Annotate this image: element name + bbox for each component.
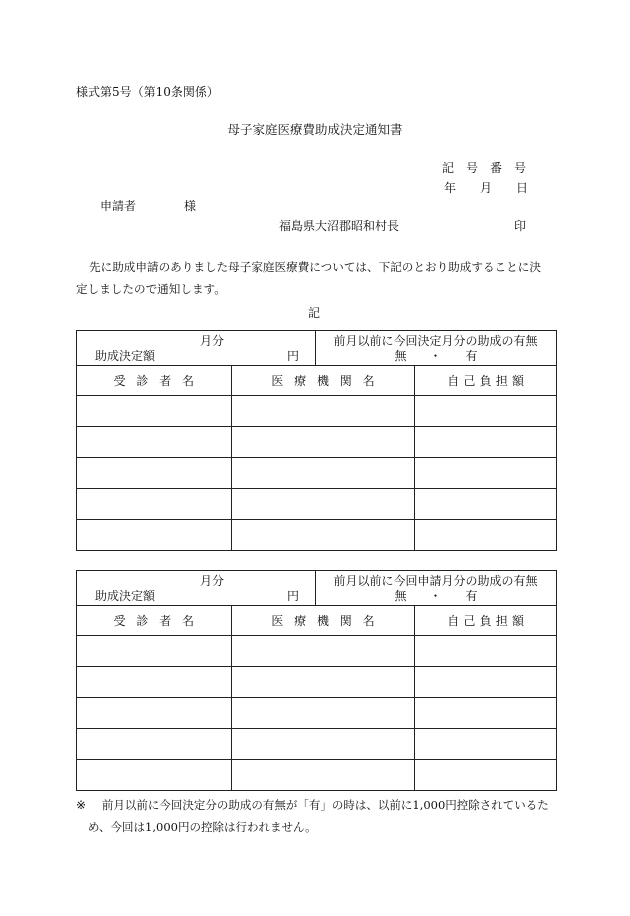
decision-amount-label: 助成決定額 (95, 349, 156, 363)
table-row (77, 458, 557, 489)
form-number: 様式第5号（第10条関係） (76, 85, 219, 99)
option-none: 無 (394, 349, 407, 363)
table-row (77, 636, 557, 667)
header-copay: 自己負担額 (415, 606, 557, 636)
date-label: 年 月 日 (444, 181, 529, 195)
month-label: 月分 (200, 334, 225, 348)
month-label: 月分 (200, 574, 225, 588)
header-patient-name: 受診者名 (77, 366, 232, 396)
applicant-label: 申請者 (100, 199, 137, 213)
prior-subsidy-cell (315, 571, 557, 606)
subsidy-table-1 (76, 330, 557, 551)
option-separator: ・ (429, 589, 442, 603)
yen-label: 円 (287, 349, 300, 363)
option-yes: 有 (465, 589, 478, 603)
table-row (77, 698, 557, 729)
prior-subsidy-label: 前月以前に今回申請月分の助成の有無 (333, 574, 538, 588)
yen-label: 円 (287, 589, 300, 603)
table-row (77, 396, 557, 427)
table-row (77, 667, 557, 698)
seal-mark: 印 (514, 219, 527, 233)
table-row (77, 489, 557, 520)
subsidy-table-2 (76, 570, 557, 791)
option-yes: 有 (465, 349, 478, 363)
header-medical-institution: 医療機関名 (231, 366, 415, 396)
note-line2: め、今回は1,000円の控除は行われません。 (88, 820, 317, 834)
table-row (77, 729, 557, 760)
table-row (77, 760, 557, 791)
prior-subsidy-label: 前月以前に今回決定月分の助成の有無 (333, 334, 538, 348)
footnote (76, 794, 566, 838)
note-line1: 前月以前に今回決定分の助成の有無が「有」の時は、以前に1,000円控除されているた (101, 798, 549, 812)
note-mark: ※ (76, 798, 87, 812)
reference-number-label: 記 号 番 号 (442, 161, 527, 175)
body-text-line2: 定しましたので通知します。 (76, 282, 226, 296)
decision-amount-cell (77, 571, 316, 606)
header-medical-institution: 医療機関名 (231, 606, 415, 636)
ki-heading: 記 (308, 306, 321, 320)
issuer-name: 福島県大沼郡昭和村長 (279, 219, 400, 233)
option-none: 無 (394, 589, 407, 603)
option-separator: ・ (429, 349, 442, 363)
decision-amount-cell (77, 331, 316, 366)
body-text-line1: 先に助成申請のありました母子家庭医療費については、下記のとおり助成することに決 (89, 260, 541, 274)
table-row (77, 520, 557, 551)
decision-amount-label: 助成決定額 (95, 589, 156, 603)
applicant-honorific: 様 (184, 199, 197, 213)
prior-subsidy-cell (315, 331, 557, 366)
header-patient-name: 受診者名 (77, 606, 232, 636)
header-copay: 自己負担額 (415, 366, 557, 396)
document-title: 母子家庭医療費助成決定通知書 (227, 122, 403, 137)
table-row (77, 427, 557, 458)
